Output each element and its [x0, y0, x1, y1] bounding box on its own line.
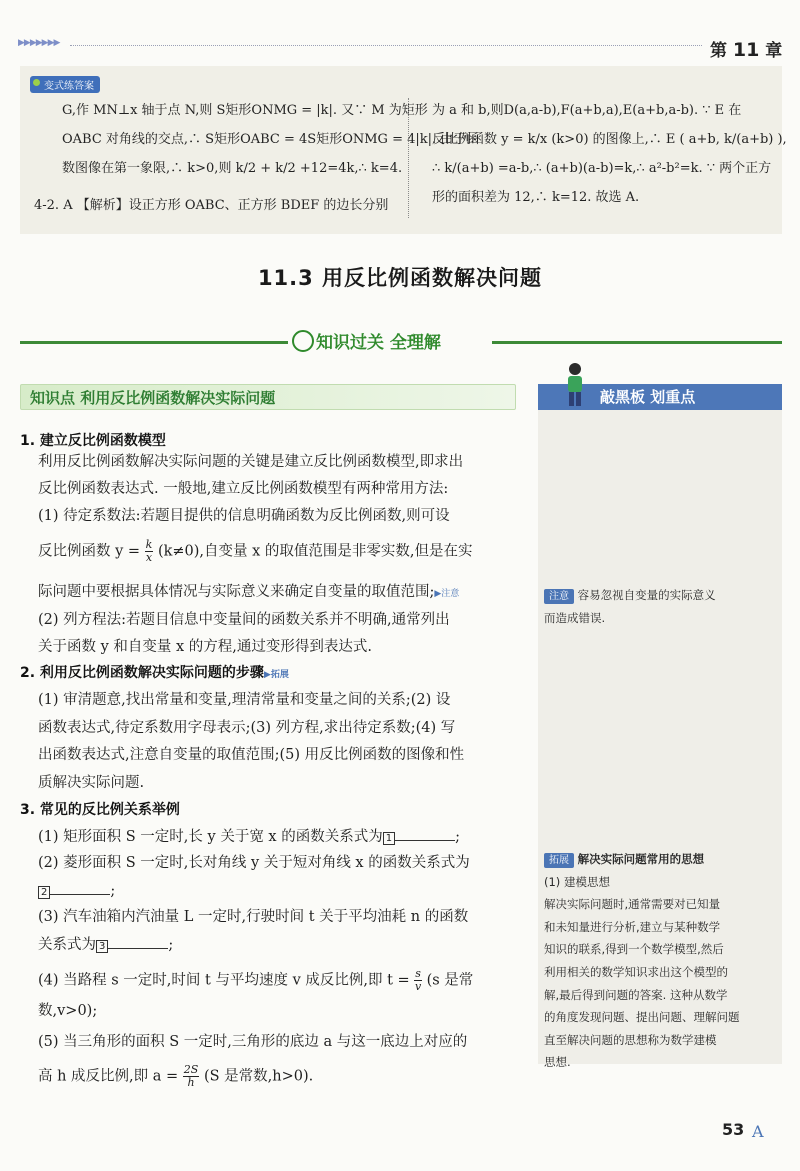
- paragraph-1: 利用反比例函数解决实际问题的关键是建立反比例函数模型,即求出 反比例函数表达式. 一般地,建立反比例函数模型有两种常用方法: (1) 待定系数法:若题目提供的信息明确函数为反比例函数,则可设: [38, 454, 464, 524]
- answer-divider: [408, 98, 409, 218]
- section-title: 11.3 用反比例函数解决问题: [257, 266, 543, 290]
- answer-left-column: [62, 96, 479, 183]
- page-number: 53: [722, 1120, 745, 1139]
- chapter-label: 第 11 章: [710, 39, 783, 61]
- answer-right-line: 形的面积差为 12,∴ k=12. 故选 A.: [432, 190, 640, 205]
- answer-right-line: ∴ k/(a+b) =a-b,∴ (a+b)(a-b)=k,∴ a²-b²=k. ∵ 两个正方: [432, 161, 772, 176]
- example-5-line2: 高 h 成反比例,即 a = $\frac{2S}{h}$ (S 是常数,h>0).: [38, 1063, 314, 1089]
- answer-left-line: G,作 MN⊥x 轴于点 N,则 S矩形ONMG = |k|. 又∵ M 为矩形: [62, 103, 428, 118]
- section-banner: 知识过关 全理解: [316, 333, 441, 353]
- swirl-icon: [292, 330, 314, 352]
- fraction-k-x: $\frac{k}{x}$: [145, 538, 153, 564]
- formula-line: 反比例函数 y = $\frac{k}{x}$ (k≠0),自变量 x 的取值范围是非零实数,但是在实: [38, 538, 473, 564]
- fraction-s-v: $\frac{s}{v}$: [415, 967, 422, 993]
- note-flag: ▶注意: [434, 589, 460, 599]
- answer-right-line: 反比例函数 y = k/x (k>0) 的图像上,∴ E ( a+b, k/(a+b) ),: [432, 132, 787, 147]
- header-arrows: ▶▶▶▶▶▶▶: [18, 38, 60, 48]
- knowledge-bar-label: 知识点 利用反比例函数解决实际问题: [30, 389, 276, 407]
- paragraph-1-rest: (2) 列方程法:若题目信息中变量间的函数关系并不明确,通常列出 关于函数 y 和自变量 x 的方程,通过变形得到表达式.: [38, 612, 450, 655]
- answer-left-line-4: 4-2. A 【解析】设正方形 OABC、正方形 BDEF 的边长分别: [34, 198, 389, 213]
- page-number-ornament-icon: A: [752, 1122, 764, 1141]
- answer-tag: 变式练答案: [30, 76, 100, 93]
- example-4-line2: 数,v>0);: [38, 1003, 98, 1019]
- example-1: (1) 矩形面积 S 一定时,长 y 关于宽 x 的函数关系式为 1 ;: [38, 826, 460, 847]
- answer-left-line: 数图像在第一象限,∴ k>0,则 k/2 + k/2 +12=4k,∴ k=4.: [62, 161, 403, 176]
- answer-right-line: 为 a 和 b,则D(a,a-b),F(a+b,a),E(a+b,a-b). ∵ E 在: [432, 103, 742, 118]
- section-rule-right: [492, 341, 782, 344]
- example-5: (5) 当三角形的面积 S 一定时,三角形的底边 a 与这一底边上对应的: [38, 1034, 468, 1050]
- answer-blank[interactable]: [108, 934, 168, 949]
- side-note: 注意 容易忽视自变量的实际意义 而造成错误.: [544, 588, 716, 625]
- extension-flag: ▶拓展: [263, 670, 289, 680]
- side-header-label: 敲黑板 划重点: [600, 388, 696, 406]
- header-rule: [70, 45, 702, 46]
- answer-right-column: [432, 96, 787, 212]
- side-extension: 拓展 解决实际问题常用的思想 (1) 建模思想 解决实际问题时,通常需要对已知量 和未知量进行分析,建立与某种数学 知识的联系,得到一个数学模型,然后 利用相关的数学知识求出这个模型的 解,最后得到问题的答案. 这种从数学 的角度发现问题、提出问题、理解问题 直至解决问题的思想称为数学建模 思想.: [544, 852, 740, 1070]
- paragraph-1-line5: 际问题中要根据具体情况与实际意义来确定自变量的取值范围;▶注意: [38, 584, 460, 600]
- example-2: (2) 菱形面积 S 一定时,长对角线 y 关于短对角线 x 的函数关系式为: [38, 855, 470, 871]
- example-4: (4) 当路程 s 一定时,时间 t 与平均速度 v 成反比例,即 t = $\frac{s}{v}$ (s 是常: [38, 967, 474, 993]
- answer-left-line: OABC 对角线的交点,∴ S矩形OABC = 4S矩形ONMG = 4|k|. 由于函: [62, 132, 480, 147]
- heading-3: 3. 常见的反比例关系举例: [20, 802, 180, 818]
- fraction-2s-h: $\frac{2S}{h}$: [183, 1063, 199, 1089]
- note-tag: 注意: [544, 589, 574, 604]
- answer-blank[interactable]: [395, 826, 455, 841]
- heading-2: 2. 利用反比例函数解决实际问题的步骤▶拓展: [20, 665, 289, 681]
- extension-tag: 拓展: [544, 853, 574, 868]
- example-3: (3) 汽车油箱内汽油量 L 一定时,行驶时间 t 关于平均油耗 n 的函数 关系式为 3 ;: [38, 909, 469, 953]
- section-rule-left: [20, 341, 288, 344]
- example-2-blank: 2 ;: [38, 880, 115, 901]
- heading-1: 1. 建立反比例函数模型: [20, 433, 166, 449]
- paragraph-2: (1) 审清题意,找出常量和变量,理清常量和变量之间的关系;(2) 设 函数表达式,待定系数用字母表示;(3) 列方程,求出待定系数;(4) 写 出函数表达式,注意自变量的取值范围;(5) 用反比例函数的图像和性 质解决实际问题.: [38, 692, 465, 791]
- teacher-icon: [560, 362, 590, 408]
- answer-blank[interactable]: [50, 880, 110, 895]
